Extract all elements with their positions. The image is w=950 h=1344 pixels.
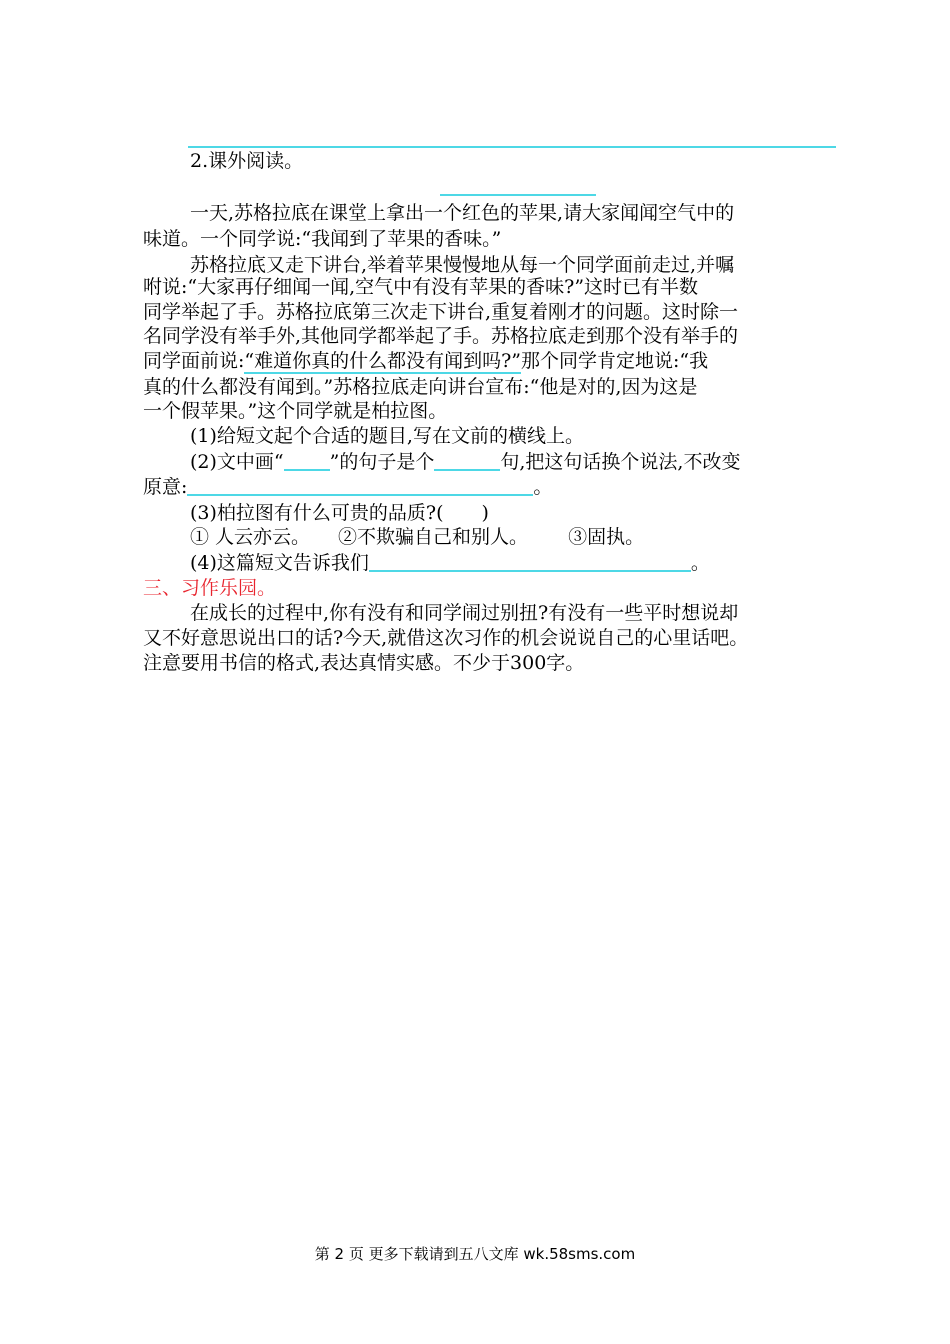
passage-line-7-end: 那个同学肯定地说:“我: [521, 350, 709, 372]
question-4: [190, 550, 890, 576]
question-2-suffix: 句,把这句话换个说法,不改变: [500, 451, 741, 473]
blank-sentence-type[interactable]: [434, 449, 500, 471]
section-3-line-1: 在成长的过程中,你有没有和同学闹过别扭?有没有一些平时想说却: [190, 602, 739, 624]
passage-line-9: 一个假苹果。”这个同学就是柏拉图。: [143, 400, 448, 422]
passage-line-4: 咐说:“大家再仔细闻一闻,空气中有没有苹果的香味?”这时已有半数: [143, 276, 699, 298]
section-2-label: 2.课外阅读。: [190, 150, 304, 172]
passage-line-3: 苏格拉底又走下讲台,举着苹果慢慢地从每一个同学面前走过,并嘱: [190, 254, 735, 276]
blank-lesson[interactable]: [369, 550, 691, 572]
question-2-line-1: [190, 449, 890, 475]
passage-line-5: 同学举起了手。苏格拉底第三次走下讲台,重复着刚才的问题。这时除一: [143, 301, 739, 323]
question-4-prefix: (4)这篇短文告诉我们: [190, 552, 369, 574]
passage-line-7-start: 同学面前说:: [143, 350, 245, 372]
passage-line-6: 名同学没有举手外,其他同学都举起了手。苏格拉底走到那个没有举手的: [143, 325, 739, 347]
blank-rewrite[interactable]: [187, 474, 533, 496]
underlined-sentence: “难道你真的什么都没有闻到吗?”: [244, 350, 522, 372]
title-blank-line: [440, 194, 596, 196]
question-3-options: [190, 524, 890, 550]
question-3: (3)柏拉图有什么可贵的品质?( ): [190, 502, 489, 524]
passage-line-7: [143, 348, 843, 374]
passage-line-8: 真的什么都没有闻到。”苏格拉底走向讲台宣布:“他是对的,因为这是: [143, 376, 698, 398]
question-2-original-label: 原意:: [143, 476, 188, 498]
question-2-line-2: [143, 474, 843, 500]
section-3-line-2: 又不好意思说出口的话?今天,就借这次习作的机会说说自己的心里话吧。: [143, 627, 749, 649]
question-2-prefix: (2)文中画“: [190, 451, 284, 473]
question-4-end: 。: [690, 552, 710, 574]
option-1: ① 人云亦云。: [190, 526, 311, 548]
question-2-end: 。: [533, 476, 553, 498]
section-3-title: 三、习作乐园。: [143, 577, 277, 599]
page-footer: 第 2 页 更多下载请到五八文库 wk.58sms.com: [314, 1245, 636, 1263]
passage-line-2: 味道。一个同学说:“我闻到了苹果的香味。”: [143, 228, 502, 250]
blank-line-mark[interactable]: [284, 449, 330, 471]
question-1: (1)给短文起个合适的题目,写在文前的横线上。: [190, 425, 584, 447]
option-3: ③固执。: [568, 526, 645, 548]
section-3-line-3: 注意要用书信的格式,表达真情实感。不少于300字。: [143, 652, 585, 674]
question-2-middle: ”的句子是个: [329, 451, 435, 473]
option-2: ②不欺骗自己和别人。: [338, 526, 529, 548]
passage-line-1: 一天,苏格拉底在课堂上拿出一个红色的苹果,请大家闻闻空气中的: [190, 202, 735, 224]
